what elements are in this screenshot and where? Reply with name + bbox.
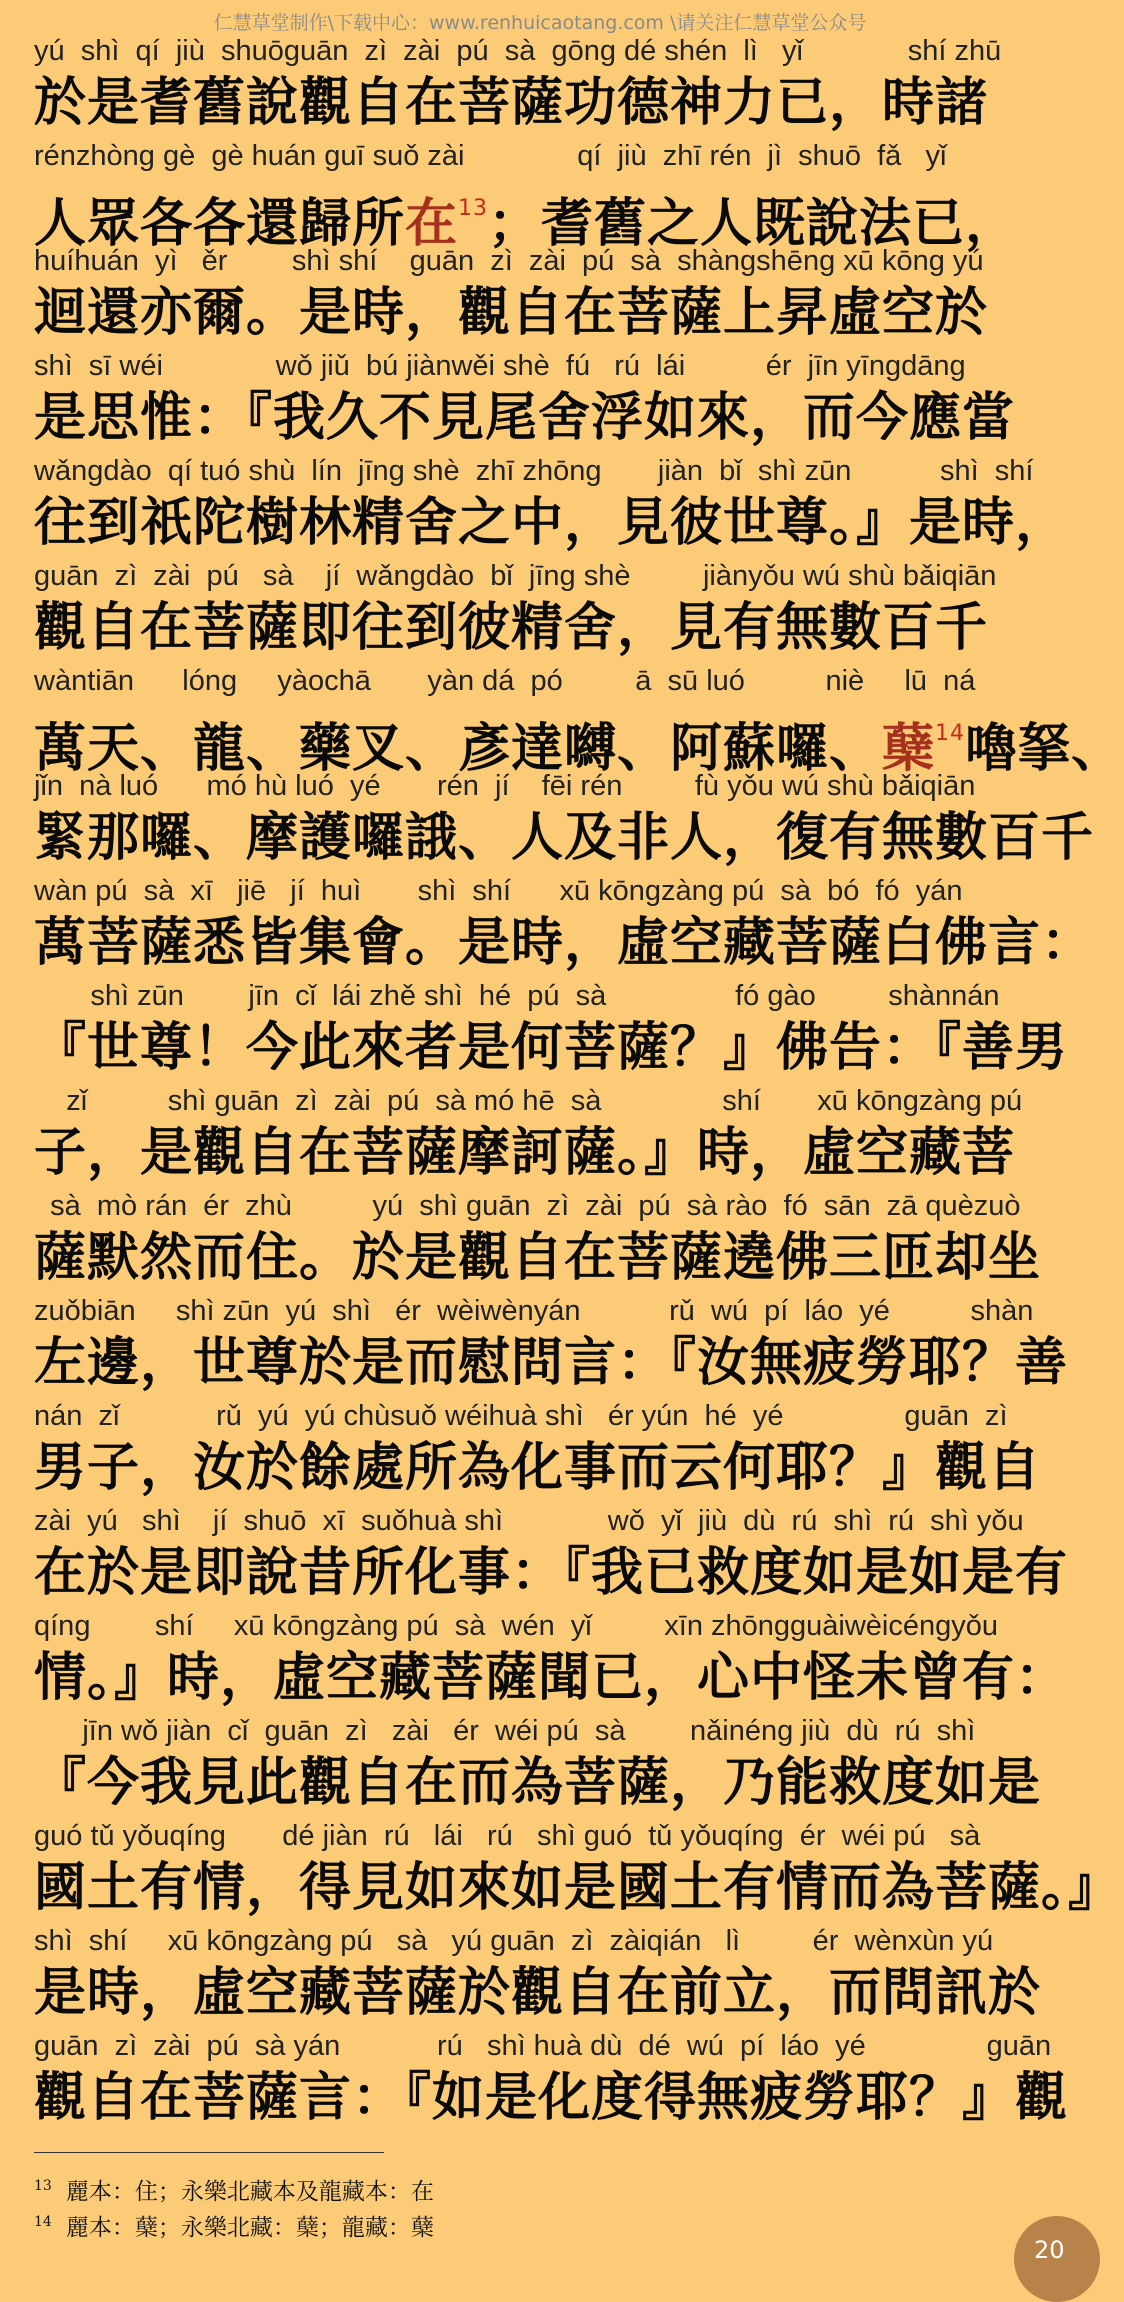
footnote-14: $^{14}$ 麗本：蘖；永樂北藏：蘖；龍藏：蘖 (34, 2214, 434, 2241)
pinyin-line: shì sī wéi wǒ jiǔ bú jiànwěi shè fú rú lái ér jīn yīngdāng (34, 350, 966, 382)
hanzi-segment: 子，是觀自在菩薩摩訶薩。』時，虛空藏菩 (34, 1123, 1016, 1183)
pinyin-line: yú shì qí jiù shuōguān zì zài pú sà gōng dé shén lì yǐ shí zhū (34, 35, 1002, 67)
hanzi-line (34, 282, 1054, 345)
footnotes (34, 2168, 434, 2240)
hanzi-line (34, 912, 1095, 975)
pinyin-line: guān zì zài pú sà jí wǎngdào bǐ jīng shè jiànyǒu wú shù bǎiqiān (34, 560, 997, 592)
hanzi-line (34, 807, 1095, 870)
text-line (34, 660, 1124, 779)
text-line (34, 2025, 1069, 2130)
text-line (34, 240, 1054, 345)
hanzi-segment: ；耆舊之人既說法已， (488, 194, 1019, 254)
pinyin-line: wǎngdào qí tuó shù lín jīng shè zhī zhōng jiàn bǐ shì zūn shì shí (34, 455, 1034, 487)
hanzi-line (34, 1437, 1054, 1500)
hanzi-line (34, 2067, 1069, 2130)
text-line (34, 1500, 1069, 1605)
footnote-marker: 14 (935, 721, 966, 746)
pinyin-line: guó tǔ yǒuqíng dé jiàn rú lái rú shì guó tǔ yǒuqíng ér wéi pú sà (34, 1820, 981, 1852)
text-line (34, 1920, 1054, 2025)
footnote-13: $^{13}$ 麗本：住；永樂北藏本及龍藏本：在 (34, 2178, 434, 2205)
pinyin-line: rénzhòng gè gè huán guī suǒ zài qí jiù zhī rén jì shuō fǎ yǐ (34, 140, 947, 172)
text-line (34, 1185, 1054, 1290)
hanzi-segment: 緊那囉、摩護囉誐、人及非人，復有無數百千 (34, 808, 1095, 868)
text-line (34, 1605, 1069, 1710)
hanzi-segment: 在於是即說昔所化事：『我已救度如是如是有 (34, 1543, 1069, 1603)
text-line (34, 975, 1069, 1080)
hanzi-segment: 是時，虛空藏菩薩於觀自在前立，而問訊於 (34, 1963, 1042, 2023)
pinyin-line: nán zǐ rǔ yú yú chùsuǒ wéihuà shì ér yún hé yé guān zì (34, 1400, 1008, 1432)
hanzi-segment: 情。』時，虛空藏菩薩聞已，心中怪未曾有： (34, 1648, 1069, 1708)
page-header: 仁慧草堂制作\下载中心：www.renhuicaotang.com \请关注仁慧草堂公众号 (213, 12, 867, 34)
hanzi-line (34, 1017, 1069, 1080)
hanzi-segment: 左邊，世尊於是而慰問言：『汝無疲勞耶？善 (34, 1333, 1069, 1393)
text-line (34, 1290, 1069, 1395)
pinyin-line: huíhuán yì ěr shì shí guān zì zài pú sà shàngshēng xū kōng yú (34, 245, 984, 277)
pinyin-line: guān zì zài pú sà yán rú shì huà dù dé wú pí láo yé guān (34, 2030, 1052, 2062)
hanzi-line (34, 492, 1069, 555)
hanzi-line (34, 1332, 1069, 1395)
text-line (34, 870, 1095, 975)
text-line (34, 345, 1054, 450)
hanzi-segment: 『世尊！今此來者是何菩薩？』佛告：『善男 (34, 1018, 1069, 1078)
hanzi-line (34, 1857, 1122, 1920)
hanzi-segment: 是思惟：『我久不見尾舍浮如來，而今應當 (34, 388, 1016, 448)
hanzi-segment: 觀自在菩薩即往到彼精舍，見有無數百千 (34, 598, 989, 658)
hanzi-segment: 人眾各各還歸所 (34, 194, 406, 254)
text-line (34, 1395, 1054, 1500)
pinyin-line: zài yú shì jí shuō xī suǒhuà shì wǒ yǐ jiù dù rú shì rú shì yǒu (34, 1505, 1024, 1537)
hanzi-segment: 嚕拏、 (965, 719, 1124, 779)
page-number-badge (1014, 2216, 1100, 2302)
text-line (34, 555, 1054, 660)
hanzi-segment: 在 (405, 194, 459, 254)
hanzi-segment: 觀自在菩薩言：『如是化度得無疲勞耶？』觀 (34, 2068, 1069, 2128)
hanzi-segment: 蘖 (882, 719, 936, 779)
hanzi-line (34, 1227, 1054, 1290)
hanzi-line (34, 1542, 1069, 1605)
hanzi-segment: 『今我見此觀自在而為菩薩，乃能救度如是 (34, 1753, 1042, 1813)
footnote-divider (34, 2152, 384, 2153)
hanzi-segment: 迴還亦爾。是時，觀自在菩薩上昇虛空於 (34, 283, 989, 343)
hanzi-segment: 於是耆舊說觀自在菩薩功德神力已，時諸 (34, 73, 989, 133)
pinyin-line: zuǒbiān shì zūn yú shì ér wèiwènyán rǔ wú pí láo yé shàn (34, 1295, 1034, 1327)
pinyin-line: qíng shí xū kōngzàng pú sà wén yǐ xīn zhōngguàiwèicéngyǒu (34, 1610, 999, 1642)
hanzi-line (34, 597, 1054, 660)
hanzi-line (34, 387, 1054, 450)
text-line (34, 450, 1069, 555)
pinyin-line: jǐn nà luó mó hù luó yé rén jí fēi rén fù yǒu wú shù bǎiqiān (34, 770, 976, 802)
pinyin-line: wàn pú sà xī jiē jí huì shì shí xū kōngzàng pú sà bó fó yán (34, 875, 963, 907)
scripture-text (34, 30, 1124, 2130)
pinyin-line: jīn wǒ jiàn cǐ guān zì zài ér wéi pú sà nǎinéng jiù dù rú shì (34, 1715, 976, 1747)
pinyin-line: sà mò rán ér zhù yú shì guān zì zài pú sà rào fó sān zā quèzuò (34, 1190, 1021, 1222)
hanzi-line (34, 1962, 1054, 2025)
hanzi-segment: 男子，汝於餘處所為化事而云何耶？』觀自 (34, 1438, 1042, 1498)
hanzi-segment: 萬菩薩悉皆集會。是時，虛空藏菩薩白佛言： (34, 913, 1095, 973)
hanzi-line (34, 1752, 1054, 1815)
pinyin-line: shì zūn jīn cǐ lái zhě shì hé pú sà fó gào shànnán (34, 980, 1000, 1012)
hanzi-segment: 萬天、龍、藥叉、彥達嚩、阿蘇囉、 (34, 719, 883, 779)
hanzi-segment: 薩默然而住。於是觀自在菩薩遶佛三匝却坐 (34, 1228, 1042, 1288)
pinyin-line: zǐ shì guān zì zài pú sà mó hē sà shí xū kōngzàng pú (34, 1085, 1023, 1117)
hanzi-segment: 國土有情，得見如來如是國土有情而為菩薩。』 (34, 1858, 1122, 1918)
hanzi-line (34, 1647, 1069, 1710)
pinyin-line: shì shí xū kōngzàng pú sà yú guān zì zàiqián lì ér wènxùn yú (34, 1925, 994, 1957)
footnote-marker: 13 (458, 196, 489, 221)
hanzi-line (34, 72, 1054, 135)
text-line (34, 1080, 1054, 1185)
hanzi-line (34, 177, 1054, 254)
hanzi-line (34, 1122, 1054, 1185)
text-line (34, 1815, 1122, 1920)
hanzi-line (34, 702, 1124, 779)
pinyin-line: wàntiān lóng yàochā yàn dá pó ā sū luó niè lū ná (34, 665, 976, 697)
text-line (34, 1710, 1054, 1815)
text-line (34, 30, 1054, 135)
text-line (34, 765, 1095, 870)
page-number: 20 (1034, 2236, 1065, 2264)
hanzi-segment: 往到祇陀樹林精舍之中，見彼世尊。』是時， (34, 493, 1069, 553)
text-line (34, 135, 1054, 254)
